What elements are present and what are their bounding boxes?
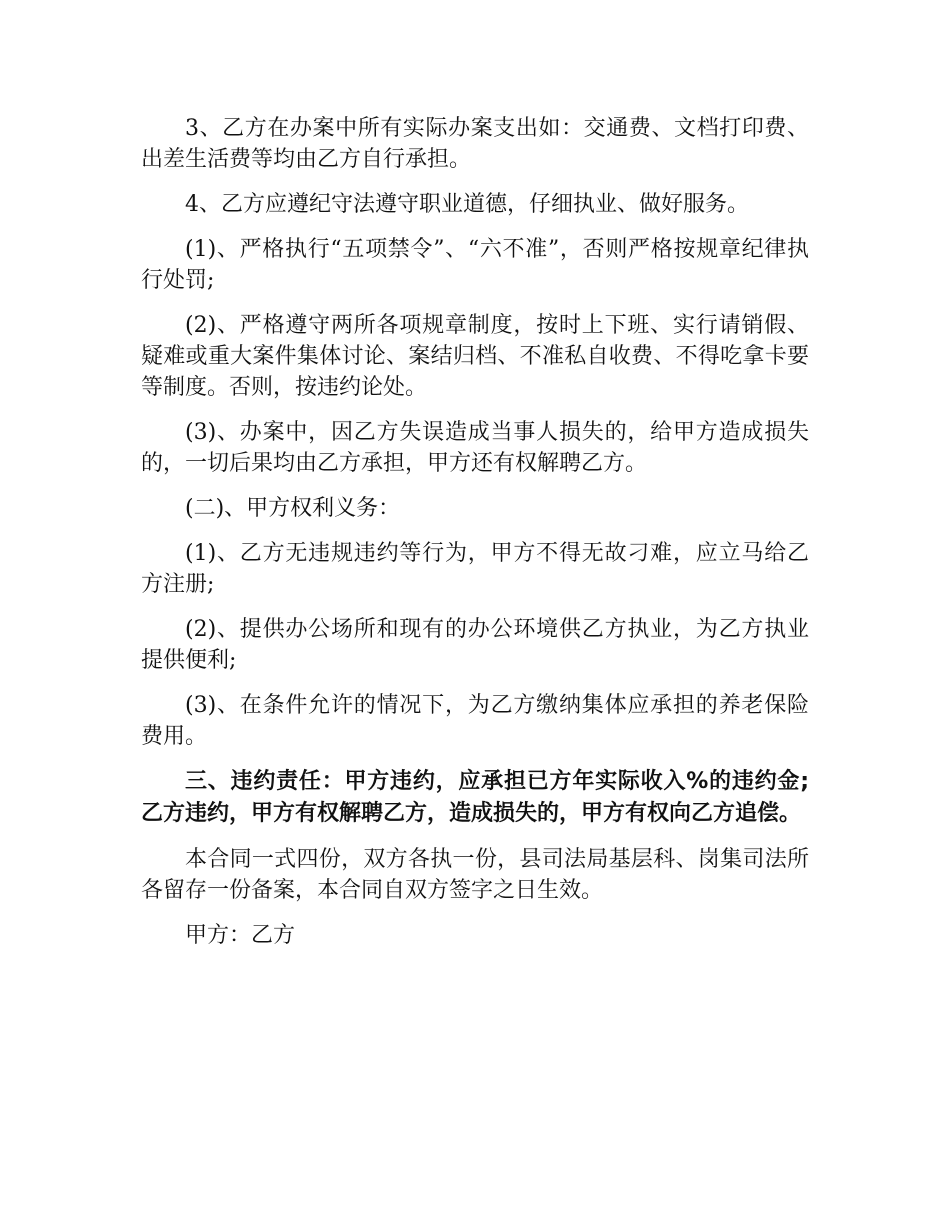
contract-copies-clause: 本合同一式四份，双方各执一份，县司法局基层科、岗集司法所各留存一份备案，本合同自双方签字之日生效。	[141, 847, 809, 903]
section-party-a-rights-heading: (二)、甲方权利义务：	[185, 496, 401, 521]
clause-3-expenses: 3、乙方在办案中所有实际办案支出如：交通费、文档打印费、出差生活费等均由乙方自行承担。	[141, 116, 809, 172]
clause-4-item-2: (2)、严格遵守两所各项规章制度，按时上下班、实行请销假、疑难或重大案件集体讨论、案结归档、不准私自收费、不得吃拿卡要等制度。否则，按违约论处。	[141, 313, 809, 400]
document-body	[141, 113, 809, 951]
party-a-item-1: (1)、乙方无违规违约等行为，甲方不得无故刁难，应立马给乙方注册;	[141, 541, 809, 597]
clause-4-conduct: 4、乙方应遵纪守法遵守职业道德，仔细执业、做好服务。	[185, 192, 749, 217]
party-a-item-2: (2)、提供办公场所和现有的办公环境供乙方执业，为乙方执业提供便利;	[141, 617, 809, 673]
clause-4-item-1: (1)、严格执行“五项禁令”、“六不准”，否则严格按规章纪律执行处罚;	[141, 237, 809, 293]
clause-4-item-3: (3)、办案中，因乙方失误造成当事人损失的，给甲方造成损失的，一切后果均由乙方承担，甲方还有权解聘乙方。	[141, 420, 809, 476]
breach-liability-clause: 三、违约责任：甲方违约，应承担已方年实际收入%的违约金;乙方违约，甲方有权解聘乙方，造成损失的，甲方有权向乙方追偿。	[141, 769, 809, 826]
party-a-item-3: (3)、在条件允许的情况下，为乙方缴纳集体应承担的养老保险费用。	[141, 693, 809, 749]
signature-line: 甲方：乙方	[185, 923, 296, 948]
